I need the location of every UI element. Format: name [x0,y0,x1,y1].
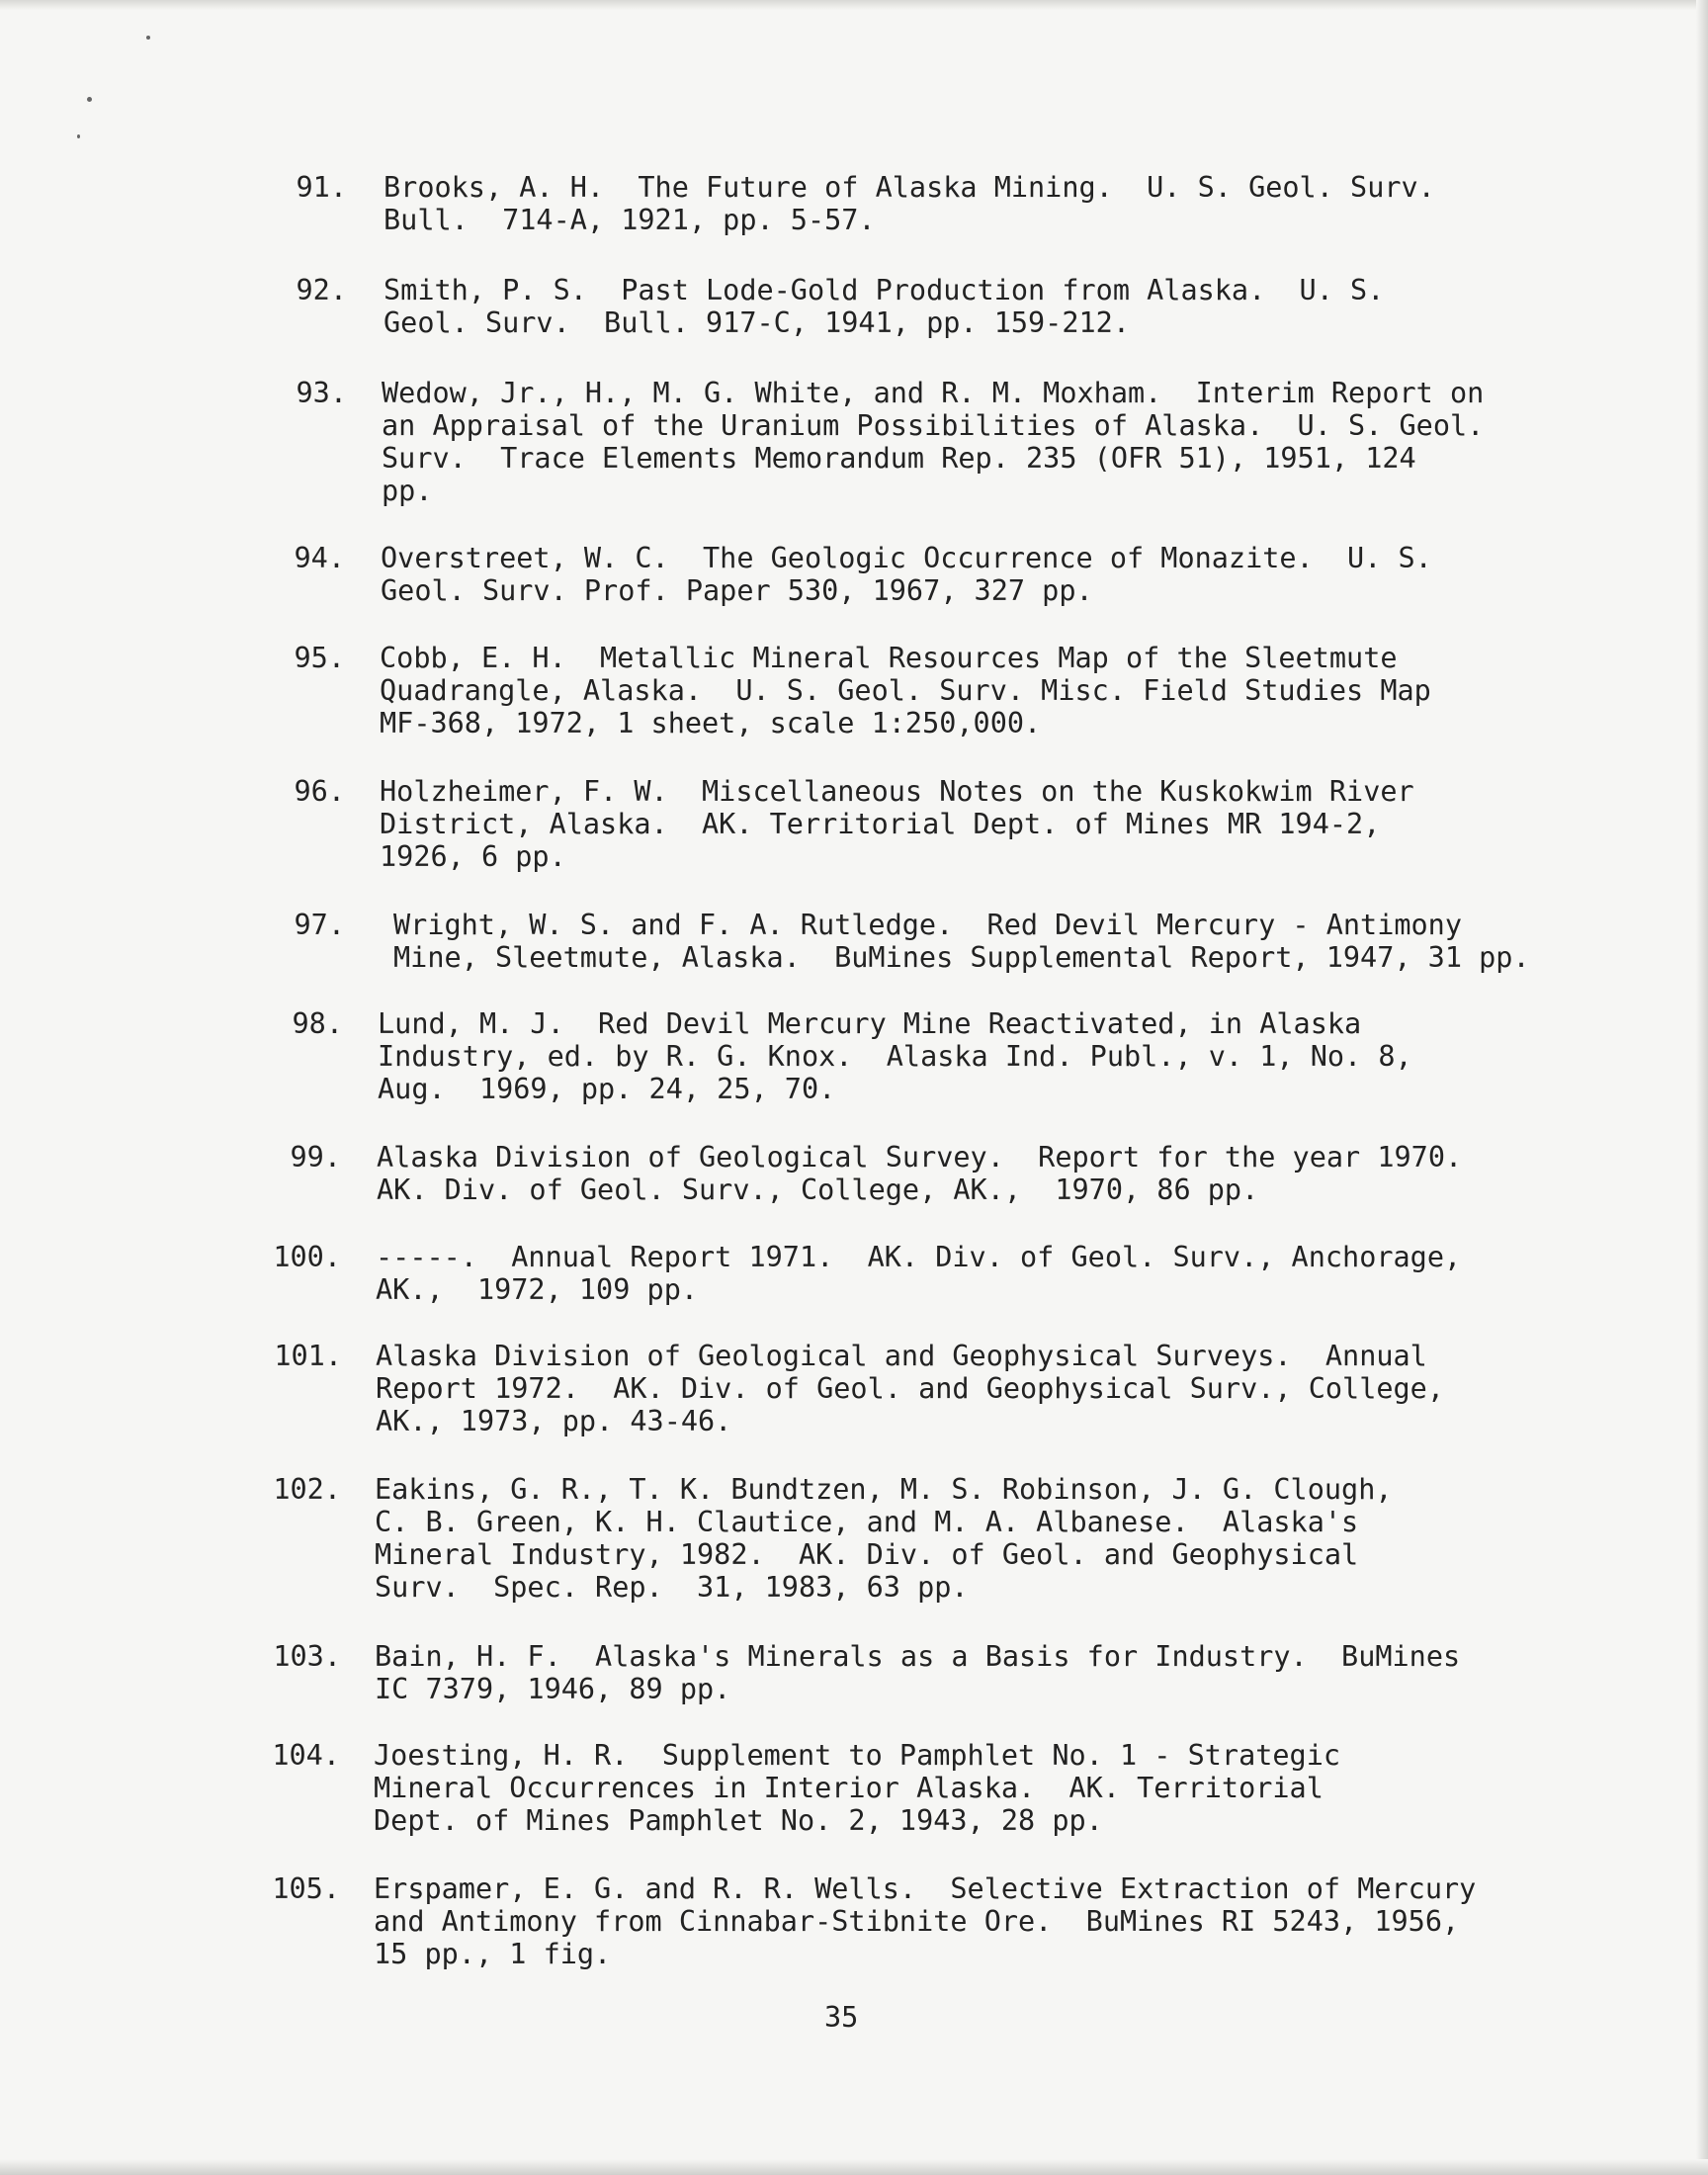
reference-number: 98. [292,1007,343,1040]
reference-line: Cobb, E. H. Metallic Mineral Resources Map of the Sleetmute [380,642,1398,674]
scan-speck [146,36,150,40]
reference-line: -----. Annual Report 1971. AK. Div. of Geol. Surv., Anchorage, [376,1241,1462,1273]
reference-text [384,274,1384,339]
reference-number: 105. [272,1872,340,1905]
reference-text [375,1640,1460,1705]
reference-line: Quadrangle, Alaska. U. S. Geol. Surv. Misc. Field Studies Map [380,674,1431,707]
reference-line: Bull. 714-A, 1921, pp. 5-57. [384,204,876,236]
reference-line: Mineral Industry, 1982. AK. Div. of Geol. and Geophysical [375,1538,1359,1571]
reference-number: 99. [290,1141,341,1174]
reference-line: Alaska Division of Geological Survey. Report for the year 1970. [377,1141,1463,1174]
reference-line: Eakins, G. R., T. K. Bundtzen, M. S. Robinson, J. G. Clough, [375,1473,1393,1506]
reference-text [381,542,1432,607]
reference-line: Bain, H. F. Alaska's Minerals as a Basis for Industry. BuMines [375,1640,1461,1673]
reference-number: 92. [296,274,347,306]
reference-text [384,171,1435,236]
reference-line: IC 7379, 1946, 89 pp. [375,1673,731,1705]
reference-line: Geol. Surv. Prof. Paper 530, 1967, 327 pp. [381,574,1093,607]
reference-line: Surv. Spec. Rep. 31, 1983, 63 pp. [375,1571,969,1604]
reference-text [377,1141,1462,1206]
reference-text [393,909,1530,974]
reference-line: Wright, W. S. and F. A. Rutledge. Red Devil Mercury - Antimony [393,909,1462,941]
reference-number: 96. [294,775,345,808]
reference-text [375,1473,1393,1604]
reference-line: Lund, M. J. Red Devil Mercury Mine Reactivated, in Alaska [378,1007,1362,1040]
scan-speck [77,134,80,138]
reference-line: Alaska Division of Geological and Geophysical Surveys. Annual [376,1340,1427,1372]
reference-line: Holzheimer, F. W. Miscellaneous Notes on the Kuskokwim River [380,775,1414,808]
reference-line: C. B. Green, K. H. Clautice, and M. A. Albanese. Alaska's [375,1506,1359,1538]
scan-top-edge [0,0,1708,10]
reference-number: 102. [273,1473,341,1506]
scan-bottom-edge [0,2159,1708,2175]
reference-number: 91. [296,171,347,204]
reference-line: District, Alaska. AK. Territorial Dept. of Mines MR 194-2, [380,808,1381,840]
reference-number: 104. [272,1739,340,1772]
reference-text [376,1340,1444,1437]
reference-number: 95. [294,642,345,674]
reference-text [376,1241,1461,1306]
reference-line: Dept. of Mines Pamphlet No. 2, 1943, 28 pp. [374,1804,1103,1837]
reference-line: MF-368, 1972, 1 sheet, scale 1:250,000. [380,707,1042,740]
reference-line: Brooks, A. H. The Future of Alaska Mining. U. S. Geol. Surv. [384,171,1435,204]
reference-line: pp. [382,475,433,507]
scan-right-edge [1696,0,1708,2175]
reference-line: Joesting, H. R. Supplement to Pamphlet No. 1 - Strategic [374,1739,1341,1772]
reference-line: Mineral Occurrences in Interior Alaska. AK. Territorial [374,1772,1324,1804]
reference-line: AK., 1973, pp. 43-46. [376,1405,732,1437]
reference-line: Mine, Sleetmute, Alaska. BuMines Supplemental Report, 1947, 31 pp. [393,941,1530,974]
reference-text [374,1872,1476,1970]
reference-text [374,1739,1340,1837]
reference-number: 93. [296,377,347,409]
scan-speck [87,97,92,102]
reference-line: Erspamer, E. G. and R. R. Wells. Selective Extraction of Mercury [374,1872,1477,1905]
reference-number: 101. [274,1340,342,1372]
reference-line: and Antimony from Cinnabar-Stibnite Ore. BuMines RI 5243, 1956, [374,1905,1460,1938]
reference-number: 103. [273,1640,341,1673]
reference-line: Industry, ed. by R. G. Knox. Alaska Ind. Publ., v. 1, No. 8, [378,1040,1412,1073]
reference-line: an Appraisal of the Uranium Possibilities of Alaska. U. S. Geol. [382,409,1485,442]
page-number: 35 [824,2001,859,2034]
reference-line: Surv. Trace Elements Memorandum Rep. 235 (OFR 51), 1951, 124 [382,442,1416,475]
reference-line: Smith, P. S. Past Lode-Gold Production from Alaska. U. S. [384,274,1385,306]
reference-line: 1926, 6 pp. [380,840,566,873]
reference-text [382,377,1484,507]
reference-text [380,642,1431,740]
reference-line: Aug. 1969, pp. 24, 25, 70. [378,1073,836,1105]
reference-line: Overstreet, W. C. The Geologic Occurrence of Monazite. U. S. [381,542,1432,574]
reference-text [380,775,1414,873]
reference-line: AK. Div. of Geol. Surv., College, AK., 1970, 86 pp. [377,1174,1259,1206]
reference-line: Geol. Surv. Bull. 917-C, 1941, pp. 159-212. [384,306,1130,339]
reference-number: 97. [294,909,345,941]
reference-line: AK., 1972, 109 pp. [376,1273,699,1306]
reference-line: Report 1972. AK. Div. of Geol. and Geophysical Surv., College, [376,1372,1444,1405]
reference-text [378,1007,1412,1105]
reference-line: Wedow, Jr., H., M. G. White, and R. M. Moxham. Interim Report on [382,377,1485,409]
reference-number: 100. [273,1241,341,1273]
reference-line: 15 pp., 1 fig. [374,1938,612,1970]
reference-number: 94. [294,542,345,574]
